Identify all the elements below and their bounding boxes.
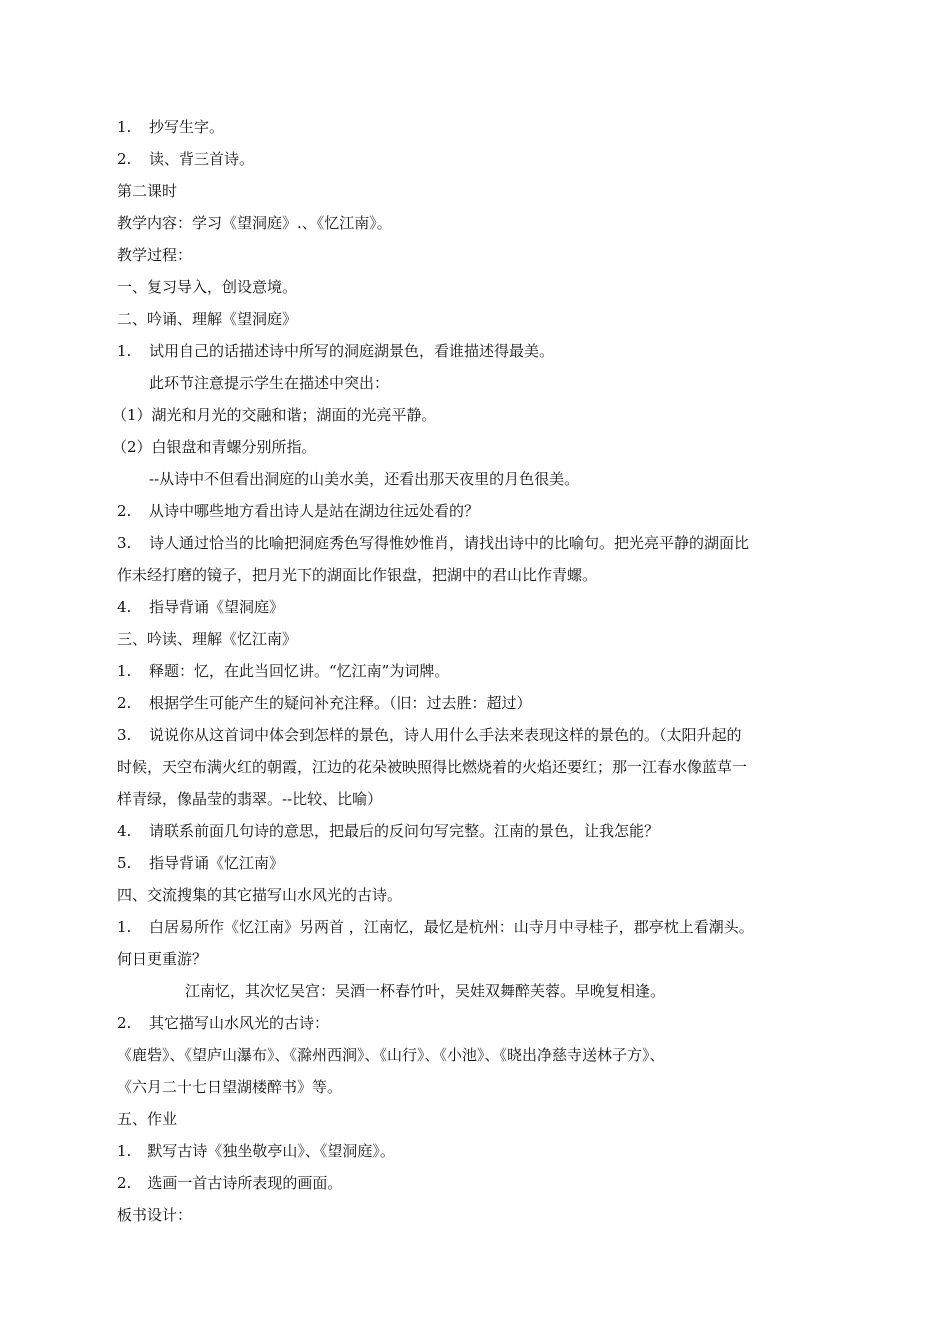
paragraph: --从诗中不但看出洞庭的山美水美，还看出那天夜里的月色很美。 [149,470,580,488]
item-text: 默写古诗《独坐敬亭山》、《望洞庭》。 [147,1142,395,1160]
item-number: 1. [117,918,132,936]
section-heading: 一、复习导入，创设意境。 [117,278,298,296]
list-item [117,597,284,617]
paragraph: 江南忆，其次忆吴宫：吴酒一杯春竹叶，吴娃双舞醉芙蓉。早晚复相逢。 [185,982,666,1000]
list-item [117,821,659,841]
paragraph: 作未经打磨的镜子，把月光下的湖面比作银盘，把湖中的君山比作青螺。 [117,566,598,584]
paragraph: 何日更重游？ [117,950,208,968]
item-text: 请联系前面几句诗的意思，把最后的反问句写完整。江南的景色，让我怎能？ [149,822,660,840]
list-item [117,853,284,873]
item-text: 根据学生可能产生的疑问补充注释。（旧：过去胜：超过） [149,694,532,712]
item-text: 其它描写山水风光的古诗： [149,1014,330,1032]
list-item [117,117,224,137]
item-text: 说说你从这首词中体会到怎样的景色，诗人用什么手法来表现这样的景色的。（太阳升起的 [149,726,742,744]
list-item [117,341,554,361]
item-number: 4. [117,598,132,616]
item-number: 2. [117,1014,132,1032]
item-number: 3. [117,534,132,552]
list-item [117,661,449,681]
teaching-content: 教学内容：学习《望洞庭》.、《忆江南》。 [117,214,392,232]
item-text: 试用自己的话描述诗中所写的洞庭湖景色，看谁描述得最美。 [149,342,555,360]
item-number: 2. [117,502,132,520]
paragraph: 此环节注意提示学生在描述中突出： [149,374,390,392]
item-number: 4. [117,822,132,840]
section-heading: 二、吟诵、理解《望洞庭》 [117,310,298,328]
item-text: 白居易所作《忆江南》另两首 ，江南忆，最忆是杭州：山寺月中寻桂子，郡亭枕上看潮头。 [149,918,754,936]
section-heading: 板书设计： [117,1206,193,1224]
item-text: 读、背三首诗。 [149,150,255,168]
item-text: 指导背诵《忆江南》 [149,854,285,872]
paragraph: （2）白银盘和青螺分别所指。 [112,438,317,456]
list-item [117,1173,342,1193]
section-heading: 教学过程： [117,246,193,264]
list-item [117,693,532,713]
list-item [117,1141,395,1161]
section-heading: 三、吟读、理解《忆江南》 [117,630,298,648]
item-number: 3. [117,726,132,744]
list-item [117,917,754,937]
item-number: 1. [117,1142,132,1160]
item-number: 5. [117,854,132,872]
item-number: 2. [117,694,132,712]
item-text: 诗人通过恰当的比喻把洞庭秀色写得惟妙惟肖，请找出诗中的比喻句。把光亮平静的湖面比 [149,534,750,552]
item-number: 1. [117,342,132,360]
item-number: 1. [117,118,132,136]
list-item [117,149,254,169]
item-text: 释题：忆，在此当回忆讲。“忆江南”为词牌。 [149,662,450,680]
item-text: 指导背诵《望洞庭》 [149,598,285,616]
item-number: 2. [117,150,132,168]
paragraph: 时候，天空布满火红的朝霞，江边的花朵被映照得比燃烧着的火焰还要红；那一江春水像蓝草一 [117,758,748,776]
item-text: 从诗中哪些地方看出诗人是站在湖边往远处看的？ [149,502,480,520]
paragraph: 《鹿砦》、《望庐山瀑布》、《滁州西涧》、《山行》、《小池》、《晓出净慈寺送林子方》、 [117,1046,665,1064]
paragraph: 样青绿，像晶莹的翡翠。--比较、比喻） [117,790,383,808]
section-heading: 五、作业 [117,1110,178,1128]
list-item [117,725,742,745]
list-item [117,1013,329,1033]
item-number: 2. [117,1174,132,1192]
item-number: 1. [117,662,132,680]
section-heading: 第二课时 [117,182,178,200]
item-text: 选画一首古诗所表现的画面。 [147,1174,343,1192]
paragraph: 《六月二十七日望湖楼醉书》等。 [117,1078,343,1096]
item-text: 抄写生字。 [149,118,225,136]
paragraph: （1）湖光和月光的交融和谐；湖面的光亮平静。 [112,406,437,424]
list-item [117,533,749,553]
list-item [117,501,479,521]
section-heading: 四、交流搜集的其它描写山水风光的古诗。 [117,886,403,904]
